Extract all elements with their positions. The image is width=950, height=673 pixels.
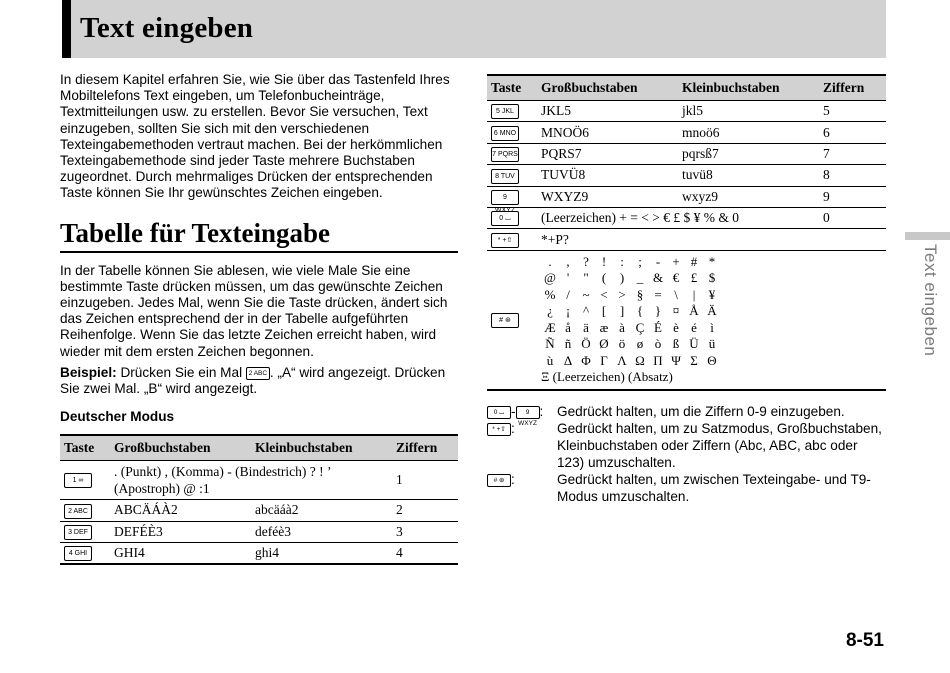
symbol-char: [ — [601, 303, 607, 319]
note-text: Gedrückt halten, um zwischen Texteingabe- und T9-Modus umzuschalten. — [557, 471, 871, 504]
cell-lower: deféè3 — [251, 521, 392, 542]
cell-upper: JKL5 — [537, 101, 678, 122]
symbol-char: ò — [654, 336, 662, 352]
cell-upper: GHI4 — [110, 543, 251, 565]
cell-digit: 4 — [392, 543, 458, 565]
cell-upper: WXYZ9 — [537, 186, 678, 207]
table-row — [60, 461, 458, 500]
symbol-char: Σ — [690, 352, 698, 368]
symbol-char: : — [620, 253, 624, 269]
symbol-char: ' — [566, 270, 570, 286]
symbol-last-row: Ξ (Leerzeichen) (Absatz) — [541, 369, 673, 385]
table-row — [487, 122, 886, 143]
symbol-char: ] — [619, 303, 625, 319]
symbol-char: è — [673, 319, 679, 335]
key-0-icon: 0 ⌴ — [491, 211, 519, 226]
symbol-char: Ω — [635, 352, 645, 368]
cell-upper: . (Punkt) , (Komma) - (Bindestrich) ? ! ’ (Apostroph) @ :1 — [110, 461, 392, 500]
symbol-char: # — [690, 253, 698, 269]
cell-digit: 1 — [392, 461, 458, 500]
section-title: Tabelle für Texteingabe — [60, 218, 458, 253]
table-row — [487, 250, 886, 390]
key-9-icon: 9 WXYZ — [491, 190, 519, 205]
cell-upper: ABCÄÁÀ2 — [110, 500, 251, 521]
key-6-icon: 6 MNO — [491, 126, 519, 141]
symbol-char: Ñ — [545, 336, 555, 352]
table-row — [60, 521, 458, 542]
key-3-icon: 3 DEF — [64, 525, 92, 540]
symbol-char: Å — [689, 303, 699, 319]
symbol-char: € — [672, 270, 680, 286]
table-row — [60, 500, 458, 521]
note-colon: : — [539, 403, 544, 419]
example-text-1: Drücken Sie ein Mal — [116, 364, 246, 380]
symbol-char: ß — [672, 336, 680, 352]
note-colon: : — [511, 471, 515, 487]
key-notes — [487, 403, 886, 505]
key-2-icon: 2 ABC — [246, 367, 270, 380]
note-colon: : — [511, 420, 515, 436]
symbol-char: é — [691, 319, 697, 335]
symbol-char: Ø — [599, 336, 609, 352]
symbol-char: & — [652, 270, 664, 286]
symbol-char: @ — [544, 270, 556, 286]
key-4-icon: 4 GHI — [64, 546, 92, 561]
symbol-char: ñ — [564, 336, 572, 352]
note-item — [487, 420, 886, 471]
symbol-char: ? — [583, 253, 589, 269]
symbol-char: ) — [619, 270, 625, 286]
key-hash-icon: # ⊛ — [491, 313, 519, 328]
note-sep: - — [511, 403, 516, 419]
key-star-icon: * +⇧ — [487, 423, 511, 436]
cell-lower: tuvü8 — [678, 165, 819, 186]
symbol-char: Θ — [707, 352, 717, 368]
key-7-icon: 7 PQRS — [491, 147, 519, 162]
header-taste: Taste — [487, 75, 537, 101]
header-upper: Großbuchstaben — [537, 75, 678, 101]
symbol-char: $ — [708, 270, 716, 286]
symbol-char: " — [583, 270, 589, 286]
cell-digit: 8 — [819, 165, 886, 186]
cell-lower: mnoö6 — [678, 122, 819, 143]
cell-upper: *+P? — [537, 229, 819, 250]
note-item — [487, 471, 886, 505]
header-upper: Großbuchstaben — [110, 435, 251, 461]
note-text: Gedrückt halten, um die Ziffern 0-9 einzugeben. — [557, 403, 845, 419]
page-title: Text eingeben — [80, 12, 254, 44]
header-digit: Ziffern — [819, 75, 886, 101]
note-item — [487, 403, 886, 427]
symbol-char: Δ — [563, 352, 573, 368]
section-paragraph: In der Tabelle können Sie ablesen, wie viele Male Sie eine bestimmte Taste drücken müssen, um das gewünschte Zeichen einzugeben. Jedes Mal, wenn Sie die Taste drücken, ändert sich das Zeichen entsprechend der in der Tabelle aufgeführten Reihenfolge. Wenn Sie das letzte Zeichen erreicht haben, wird wieder mit dem ersten Zeichen begonnen. — [60, 262, 448, 359]
symbol-char: ì — [710, 319, 714, 335]
cell-upper: DEFÉÈ3 — [110, 521, 251, 542]
symbol-char: å — [565, 319, 571, 335]
page-number: 8-51 — [845, 630, 884, 651]
table-row — [60, 543, 458, 565]
header-taste: Taste — [60, 435, 110, 461]
symbol-char: Ä — [707, 303, 717, 319]
key-9-icon: 9 WXYZ — [516, 406, 540, 419]
symbol-char: ö — [618, 336, 626, 352]
cell-lower: wxyz9 — [678, 186, 819, 207]
cell-digit: 9 — [819, 186, 886, 207]
cell-lower: jkl5 — [678, 101, 819, 122]
symbol-char: ä — [583, 319, 589, 335]
symbol-char: % — [544, 286, 556, 302]
symbol-char: Ç — [635, 319, 645, 335]
cell-lower: abcäáà2 — [251, 500, 392, 521]
header-digit: Ziffern — [392, 435, 458, 461]
cell-upper: TUVÜ8 — [537, 165, 678, 186]
symbol-char: Γ — [600, 352, 608, 368]
cell-lower: ghi4 — [251, 543, 392, 565]
example-label: Beispiel: — [60, 364, 117, 380]
symbol-char: / — [566, 286, 570, 302]
table-row — [487, 101, 886, 122]
side-tab-marker — [905, 232, 950, 240]
example-paragraph — [60, 365, 458, 397]
symbol-char: æ — [599, 319, 609, 335]
cell-upper: (Leerzeichen) + = < > € £ $ ¥ % & 0 — [537, 208, 819, 229]
symbol-char: É — [654, 319, 662, 335]
intro-paragraph: In diesem Kapitel erfahren Sie, wie Sie über das Tastenfeld Ihres Mobiltelefons Text eingeben, um Telefonbucheinträge, Textmitteilungen usw. zu erstellen. Bevor Sie versuchen, Text einzugeben, sollten Sie sich mit den verschiedenen Texteingabemethoden vertraut machen. Bei der herkömmlichen Texteingabemethode sind jeder Taste mehrere Buchstaben zugeordnet. Durch mehrmaliges Drücken der entsprechenden Taste können Sie Ihr gewünschtes Zeichen eingeben. — [60, 72, 450, 201]
cell-digit: 6 — [819, 122, 886, 143]
symbol-grid — [541, 254, 882, 370]
symbol-char: < — [600, 286, 608, 302]
symbol-char: _ — [636, 270, 644, 286]
key-2-icon: 2 ABC — [64, 504, 92, 519]
table-row — [487, 229, 886, 250]
cell-upper: PQRS7 — [537, 143, 678, 164]
key-5-icon: 5 JKL — [491, 104, 519, 119]
symbol-char: ¥ — [708, 286, 716, 302]
cell-digit: 0 — [819, 208, 886, 229]
cell-lower: pqrsß7 — [678, 143, 819, 164]
note-text: Gedrückt halten, um zu Satzmodus, Großbuchstaben, Kleinbuchstaben oder Ziffern (Abc, ABC, abc oder 123) umzuschalten. — [557, 420, 882, 470]
symbol-char: ( — [601, 270, 607, 286]
symbol-char: | — [692, 286, 696, 302]
symbol-char: } — [654, 303, 662, 319]
symbol-char: ; — [638, 253, 642, 269]
symbol-char: à — [619, 319, 625, 335]
symbol-char: - — [655, 253, 661, 269]
key-1-icon: 1 ∞ — [64, 473, 92, 488]
cell-digit — [819, 229, 886, 250]
cell-digit: 5 — [819, 101, 886, 122]
side-chapter-label: Text eingeben — [921, 244, 940, 357]
input-table-right — [487, 74, 886, 391]
symbol-char: Π — [653, 352, 663, 368]
symbol-char: Ü — [689, 336, 699, 352]
cell-digit: 7 — [819, 143, 886, 164]
example-text-2: . „A“ wird angezeigt. Drücken Sie zwei Mal. „B“ wird angezeigt. — [60, 364, 446, 397]
symbol-char: ø — [636, 336, 644, 352]
cell-digit: 2 — [392, 500, 458, 521]
symbol-char: ù — [546, 352, 554, 368]
table-row — [487, 208, 886, 229]
symbol-char: Λ — [617, 352, 627, 368]
symbol-char: = — [654, 286, 662, 302]
left-column — [60, 72, 458, 565]
symbol-char: > — [618, 286, 626, 302]
mode-title: Deutscher Modus — [60, 409, 175, 425]
key-hash-icon: # ⊛ — [487, 474, 511, 487]
symbol-char: \ — [674, 286, 678, 302]
symbol-char: ! — [601, 253, 607, 269]
header-lower: Kleinbuchstaben — [678, 75, 819, 101]
header-lower: Kleinbuchstaben — [251, 435, 392, 461]
symbol-char: ¤ — [672, 303, 680, 319]
table-row — [487, 165, 886, 186]
key-8-icon: 8 TUV — [491, 169, 519, 184]
symbol-char: . — [548, 253, 552, 269]
symbol-char: ^ — [582, 303, 590, 319]
cell-digit: 3 — [392, 521, 458, 542]
symbol-char: ¡ — [565, 303, 571, 319]
symbol-char: Φ — [581, 352, 591, 368]
header-accent-bar — [62, 0, 71, 58]
table-row — [487, 143, 886, 164]
table-row — [487, 186, 886, 207]
cell-upper: MNOÖ6 — [537, 122, 678, 143]
key-0-icon: 0 ⌴ — [487, 406, 511, 419]
symbol-char: + — [672, 253, 680, 269]
right-column — [487, 74, 886, 505]
symbol-char: , — [566, 253, 570, 269]
symbol-char: ~ — [582, 286, 590, 302]
symbol-char: ü — [708, 336, 716, 352]
key-star-icon: * +⇧ — [491, 233, 519, 248]
symbol-char: ¿ — [547, 303, 553, 319]
input-table-left — [60, 434, 458, 565]
symbol-char: { — [636, 303, 644, 319]
symbol-char: Æ — [544, 319, 556, 335]
symbol-char: £ — [690, 270, 698, 286]
symbol-char: § — [636, 286, 644, 302]
symbol-char: Ψ — [671, 352, 681, 368]
symbol-char: Ö — [581, 336, 591, 352]
symbol-char: * — [708, 253, 716, 269]
